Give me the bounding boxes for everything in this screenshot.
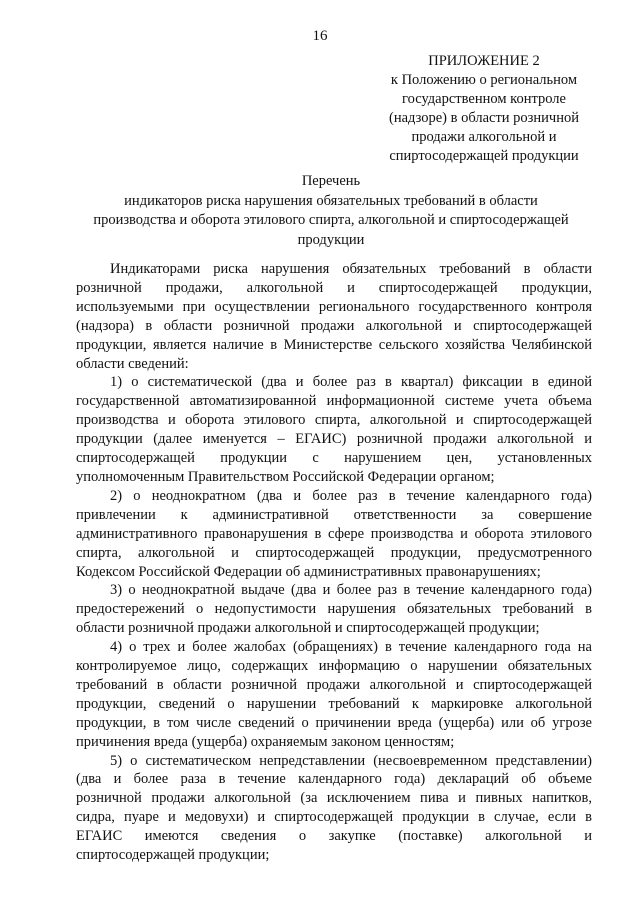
paragraph-line: ЕГАИС имеются сведения о закупке (поставке) алкогольной и bbox=[76, 828, 592, 845]
paragraph-line: (два и более раза в течение календарного года) деклараций об объеме bbox=[76, 771, 592, 788]
document-body bbox=[76, 260, 592, 865]
paragraph-line: розничной продажи алкогольной (за исключением пива и пивных напитков, bbox=[76, 790, 592, 807]
paragraph-line: 5) о систематическом непредставлении (несвоевременном представлении) bbox=[110, 752, 592, 769]
appendix-line: к Положению о региональном bbox=[390, 72, 578, 88]
paragraph-line: (надзора) в области розничной продажи алкогольной и спиртосодержащей bbox=[76, 317, 592, 334]
paragraph-line: сидра, пуаре и медовухи) и спиртосодержащей продукции в случае, если в bbox=[76, 809, 592, 826]
paragraph bbox=[76, 487, 592, 582]
paragraph-line: 4) о трех и более жалобах (обращениях) в течение календарного года на bbox=[110, 639, 592, 656]
paragraph-line: уполномоченным Правительством Российской Федерации органом; bbox=[76, 468, 495, 485]
paragraph-line: продукции (далее именуется – ЕГАИС) розничной продажи алкогольной и bbox=[76, 431, 592, 448]
paragraph-line: 2) о неоднократном (два и более раз в течение календарного года) bbox=[110, 487, 592, 504]
appendix-line: ПРИЛОЖЕНИЕ 2 bbox=[428, 53, 540, 69]
paragraph-line: продукции, является наличие в Министерстве сельского хозяйства Челябинской bbox=[76, 336, 592, 353]
paragraph-line: Индикаторами риска нарушения обязательных требований в области bbox=[110, 261, 592, 277]
paragraph-line: Кодексом Российской Федерации об административных правонарушениях; bbox=[76, 563, 541, 580]
paragraph bbox=[76, 752, 592, 865]
paragraph-line: области розничной продажи алкогольной и спиртосодержащей продукции; bbox=[76, 620, 540, 637]
paragraph-line: производства и оборота этилового спирта, алкогольной и спиртосодержащей bbox=[76, 412, 592, 429]
paragraph-line: причинения вреда (ущерба) охраняемым законом ценностям; bbox=[76, 733, 455, 750]
paragraph bbox=[76, 581, 592, 638]
appendix-line: спиртосодержащей продукции bbox=[389, 148, 579, 164]
title-line: продукции bbox=[297, 231, 365, 248]
paragraph-line: административного правонарушения в сфере производства и оборота этилового bbox=[76, 525, 592, 542]
paragraph-line: государственной автоматизированной информационной системе учета объема bbox=[76, 393, 592, 410]
paragraph-line: предостережений о недопустимости нарушения обязательных требований в bbox=[76, 601, 592, 618]
title-line: индикаторов риска нарушения обязательных требований в области bbox=[124, 192, 538, 209]
document-title bbox=[70, 172, 592, 250]
paragraph-line: спиртосодержащей продукции с нарушением цен, установленных bbox=[76, 450, 592, 467]
paragraph-line: спирта, алкогольной и спиртосодержащей продукции, предусмотренного bbox=[76, 544, 592, 561]
paragraph-line: используемыми при осуществлении регионального государственного контроля bbox=[76, 298, 592, 315]
paragraph-line: продукции, сведений о нарушении требований к маркировке алкогольной bbox=[76, 695, 592, 712]
title-line: производства и оборота этилового спирта, алкогольной и спиртосодержащей bbox=[93, 212, 569, 228]
paragraph bbox=[76, 373, 592, 486]
paragraph-line: 1) о систематической (два и более раз в квартал) фиксации в единой bbox=[110, 374, 592, 391]
paragraph-line: привлечении к административной ответственности за совершение bbox=[76, 506, 592, 523]
appendix-header bbox=[378, 52, 590, 166]
paragraph bbox=[76, 638, 592, 751]
paragraph bbox=[76, 260, 592, 373]
paragraph-line: требований в области розничной продажи алкогольной и спиртосодержащей bbox=[76, 676, 592, 693]
appendix-line: (надзоре) в области розничной bbox=[389, 110, 579, 126]
paragraph-line: спиртосодержащей продукции; bbox=[76, 847, 270, 864]
paragraph-line: 3) о неоднократной выдаче (два и более раз в течение календарного года) bbox=[110, 582, 592, 599]
paragraph-line: контролируемое лицо, содержащих информацию о нарушении обязательных bbox=[76, 658, 592, 675]
appendix-line: продажи алкогольной и bbox=[411, 129, 557, 145]
appendix-line: государственном контроле bbox=[402, 91, 566, 107]
paragraph-line: розничной продажи, алкогольной и спиртосодержащей продукции, bbox=[76, 279, 592, 296]
title-line: Перечень bbox=[301, 173, 361, 189]
paragraph-line: продукции, в том числе сведений о причинении вреда (ущерба) или об угрозе bbox=[76, 714, 592, 731]
paragraph-line: области сведений: bbox=[76, 355, 189, 372]
page-number: 16 bbox=[312, 28, 328, 44]
